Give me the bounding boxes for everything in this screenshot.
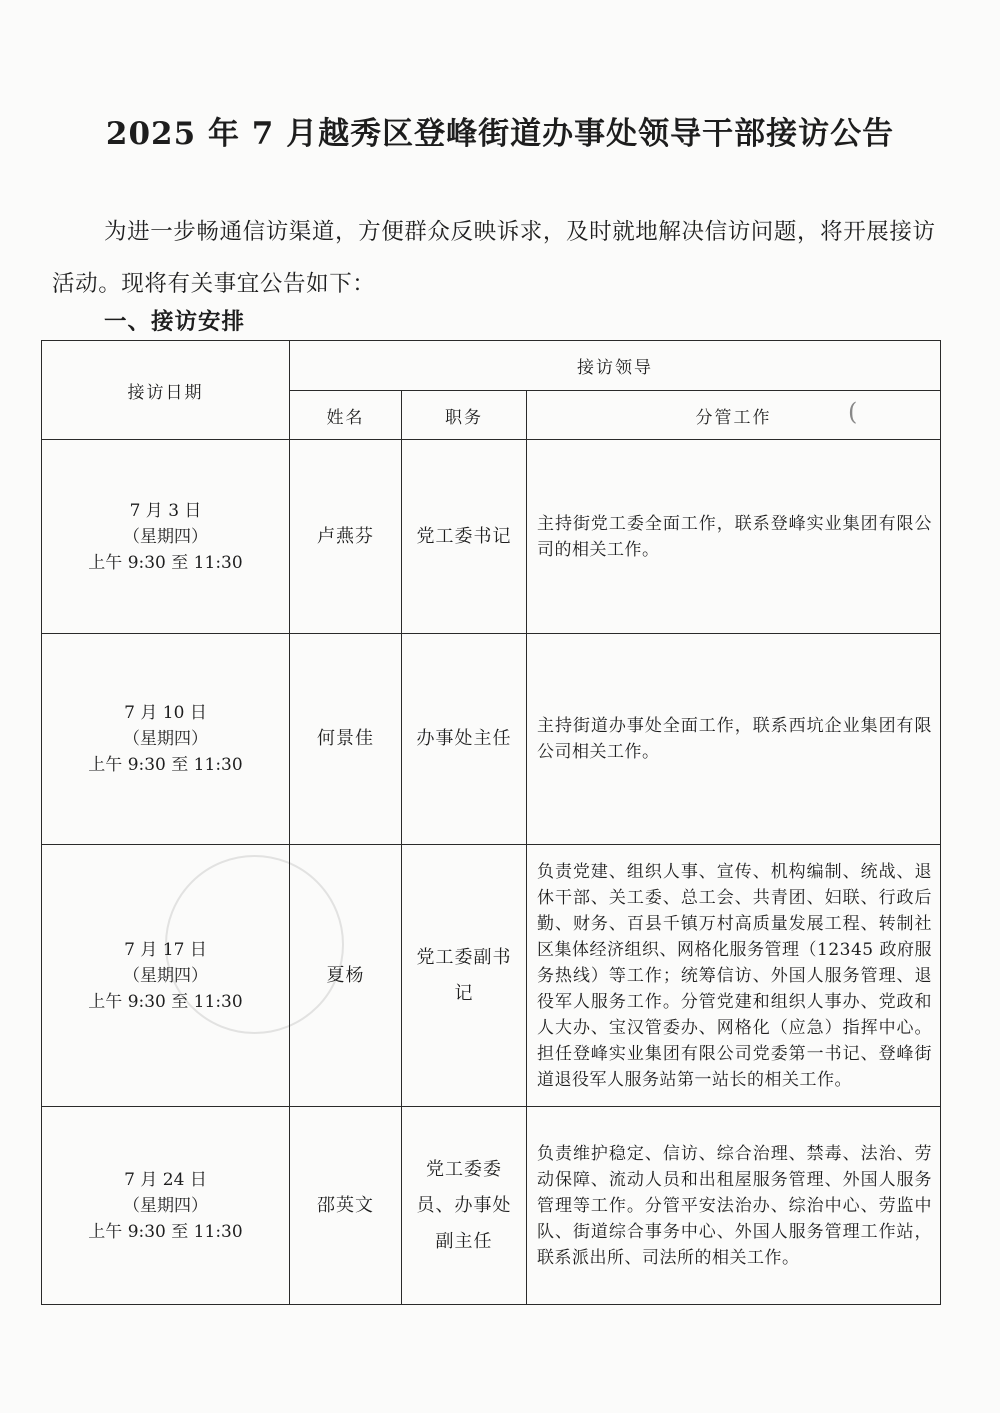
date-cell bbox=[42, 845, 290, 1107]
leader-position: 党工委副书记 bbox=[402, 845, 527, 1107]
weekday-text: （星期四） bbox=[123, 526, 208, 547]
leader-position: 党工委委员、办事处副主任 bbox=[402, 1107, 527, 1305]
date-cell bbox=[42, 440, 290, 634]
date-text: 7 月 10 日 bbox=[124, 703, 207, 723]
date-text: 7 月 17 日 bbox=[124, 939, 207, 960]
leader-duties: 主持街党工委全面工作，联系登峰实业集团有限公司的相关工作。 bbox=[527, 440, 941, 634]
table-row bbox=[42, 440, 941, 634]
table-row bbox=[42, 845, 941, 1107]
leader-name: 何景佳 bbox=[290, 634, 402, 845]
table-header-row bbox=[42, 341, 941, 391]
leader-name: 夏杨 bbox=[290, 845, 402, 1107]
leader-duties: 主持街道办事处全面工作，联系西坑企业集团有限公司相关工作。 bbox=[527, 634, 941, 845]
schedule-table bbox=[41, 340, 941, 1305]
section-heading: 一、接访安排 bbox=[104, 309, 246, 335]
table-row bbox=[42, 1107, 941, 1305]
header-date: 接访日期 bbox=[42, 341, 290, 440]
weekday-text: （星期四） bbox=[123, 1195, 208, 1216]
date-cell bbox=[42, 634, 290, 845]
header-name: 姓名 bbox=[290, 391, 402, 440]
table-row bbox=[42, 634, 941, 845]
leader-position: 党工委书记 bbox=[402, 440, 527, 634]
header-duties: 分管工作 bbox=[527, 391, 941, 440]
time-text: 上午 9:30 至 11:30 bbox=[88, 552, 243, 573]
weekday-text: （星期四） bbox=[123, 729, 208, 749]
weekday-text: （星期四） bbox=[123, 965, 208, 986]
stray-mark-icon: ( bbox=[848, 398, 858, 426]
header-leader: 接访领导 bbox=[290, 341, 941, 391]
intro-paragraph: 为进一步畅通信访渠道，方便群众反映诉求，及时就地解决信访问题，将开展接访活动。现将有关事宜公告如下： bbox=[52, 219, 936, 297]
leader-name: 邵英文 bbox=[290, 1107, 402, 1305]
date-cell bbox=[42, 1107, 290, 1305]
header-position: 职务 bbox=[402, 391, 527, 440]
leader-duties: 负责党建、组织人事、宣传、机构编制、统战、退休干部、关工委、总工会、共青团、妇联、行政后勤、财务、百县千镇万村高质量发展工程、转制社区集体经济组织、网格化服务管理（12345 政府服务热线）等工作；统筹信访、外国人服务管理、退役军人服务工作。分管党建和组织人事办、党政和人大办、宝汉管委办、网格化（应急）指挥中心。担任登峰实业集团有限公司党委第一书记、登峰街道退役军人服务站第一站长的相关工作。 bbox=[527, 845, 941, 1107]
leader-duties: 负责维护稳定、信访、综合治理、禁毒、法治、劳动保障、流动人员和出租屋服务管理、外国人服务管理等工作。分管平安法治办、综治中心、劳监中队、街道综合事务中心、外国人服务管理工作站，联系派出所、司法所的相关工作。 bbox=[527, 1107, 941, 1305]
leader-position: 办事处主任 bbox=[402, 634, 527, 845]
document-title: 2025 年 7 月越秀区登峰街道办事处领导干部接访公告 bbox=[105, 116, 895, 152]
time-text: 上午 9:30 至 11:30 bbox=[88, 991, 243, 1012]
date-text: 7 月 3 日 bbox=[129, 500, 202, 521]
time-text: 上午 9:30 至 11:30 bbox=[88, 755, 243, 775]
time-text: 上午 9:30 至 11:30 bbox=[88, 1221, 243, 1242]
leader-name: 卢燕芬 bbox=[290, 440, 402, 634]
date-text: 7 月 24 日 bbox=[124, 1169, 207, 1190]
